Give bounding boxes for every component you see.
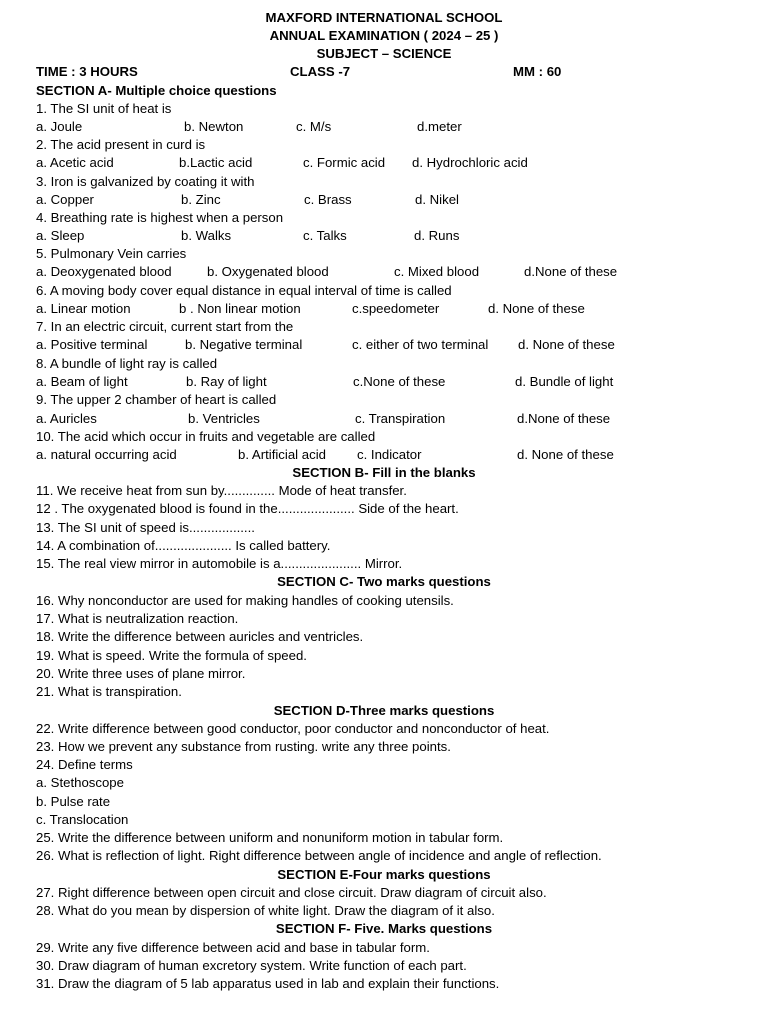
question-item: 16. Why nonconductor are used for making handles of cooking utensils. — [36, 593, 454, 608]
option-c: c. Brass — [304, 192, 352, 207]
question-8: 8. A bundle of light ray is called — [36, 356, 218, 371]
max-marks-label: MM : 60 — [513, 64, 562, 79]
option-a: a. Positive terminal — [36, 337, 148, 352]
option-c: c. Transpiration — [355, 411, 446, 426]
section-b-title: SECTION B- Fill in the blanks — [292, 465, 476, 480]
option-b: b. Walks — [181, 228, 232, 243]
option-b: b.Lactic acid — [179, 155, 253, 170]
option-d: d. None of these — [488, 301, 585, 316]
time-label: TIME : 3 HOURS — [36, 64, 138, 79]
question-item: 26. What is reflection of light. Right difference between angle of incidence and angle of reflection. — [36, 848, 602, 863]
question-3: 3. Iron is galvanized by coating it with — [36, 174, 255, 189]
option-d: d.None of these — [517, 411, 611, 426]
option-a: a. Sleep — [36, 228, 85, 243]
option-b: b. Newton — [184, 119, 244, 134]
option-c: c. either of two terminal — [352, 337, 489, 352]
section-e-title: SECTION E-Four marks questions — [277, 867, 491, 882]
option-b: b . Non linear motion — [179, 301, 301, 316]
class-label: CLASS -7 — [290, 64, 351, 79]
exam-title: ANNUAL EXAMINATION ( 2024 – 25 ) — [269, 28, 499, 43]
question-item: b. Pulse rate — [36, 794, 111, 809]
subject-title: SUBJECT – SCIENCE — [316, 46, 452, 61]
question-item: c. Translocation — [36, 812, 129, 827]
option-b: b. Zinc — [181, 192, 221, 207]
options-9 — [36, 410, 736, 428]
question-item: 19. What is speed. Write the formula of speed. — [36, 648, 307, 663]
options-8 — [36, 373, 736, 391]
question-item: 25. Write the difference between uniform and nonuniform motion in tabular form. — [36, 830, 504, 845]
option-b: b. Ventricles — [188, 411, 260, 426]
options-5 — [36, 263, 736, 281]
fill-blank-item: 12 . The oxygenated blood is found in the..................... Side of the heart. — [36, 501, 459, 516]
option-a: a. Acetic acid — [36, 155, 114, 170]
option-a: a. Copper — [36, 192, 94, 207]
options-6 — [36, 300, 736, 318]
section-f-title: SECTION F- Five. Marks questions — [275, 921, 493, 936]
fill-blank-item: 11. We receive heat from sun by.............. Mode of heat transfer. — [36, 483, 407, 498]
fill-blank-item: 14. A combination of..................... Is called battery. — [36, 538, 331, 553]
question-item: 22. Write difference between good conductor, poor conductor and nonconductor of heat. — [36, 721, 550, 736]
option-c: c. M/s — [296, 119, 332, 134]
option-d: d. Hydrochloric acid — [412, 155, 528, 170]
options-7 — [36, 336, 736, 354]
exam-info-row — [36, 63, 736, 81]
option-d: d. None of these — [517, 447, 614, 462]
school-name: MAXFORD INTERNATIONAL SCHOOL — [265, 10, 503, 25]
question-item: 23. How we prevent any substance from rusting. write any three points. — [36, 739, 451, 754]
option-a: a. Deoxygenated blood — [36, 264, 172, 279]
question-item: 30. Draw diagram of human excretory system. Write function of each part. — [36, 958, 467, 973]
option-c: c. Indicator — [357, 447, 422, 462]
options-10 — [36, 446, 736, 464]
option-c: c. Formic acid — [303, 155, 386, 170]
question-item: 18. Write the difference between auricles and ventricles. — [36, 629, 364, 644]
options-4 — [36, 227, 736, 245]
option-b: b. Oxygenated blood — [207, 264, 329, 279]
fill-blank-item: 13. The SI unit of speed is.................. — [36, 520, 255, 535]
question-item: 20. Write three uses of plane mirror. — [36, 666, 246, 681]
option-a: a. Linear motion — [36, 301, 131, 316]
question-item: 28. What do you mean by dispersion of white light. Draw the diagram of it also. — [36, 903, 495, 918]
fill-blank-item: 15. The real view mirror in automobile is a...................... Mirror. — [36, 556, 403, 571]
question-9: 9. The upper 2 chamber of heart is called — [36, 392, 277, 407]
question-6: 6. A moving body cover equal distance in equal interval of time is called — [36, 283, 452, 298]
option-b: b. Negative terminal — [185, 337, 303, 352]
option-b: b. Artificial acid — [238, 447, 326, 462]
option-d: d.None of these — [524, 264, 618, 279]
option-d: d. Bundle of light — [515, 374, 614, 389]
question-4: 4. Breathing rate is highest when a person — [36, 210, 284, 225]
question-1: 1. The SI unit of heat is — [36, 101, 172, 116]
question-item: 29. Write any five difference between acid and base in tabular form. — [36, 940, 430, 955]
option-c: c. Talks — [303, 228, 347, 243]
option-c: c.None of these — [353, 374, 446, 389]
question-10: 10. The acid which occur in fruits and vegetable are called — [36, 429, 376, 444]
options-1 — [36, 118, 736, 136]
option-a: a. Auricles — [36, 411, 97, 426]
question-2: 2. The acid present in curd is — [36, 137, 206, 152]
option-a: a. Joule — [36, 119, 83, 134]
option-c: c. Mixed blood — [394, 264, 480, 279]
question-item: 17. What is neutralization reaction. — [36, 611, 239, 626]
option-d: d. None of these — [518, 337, 615, 352]
option-a: a. Beam of light — [36, 374, 128, 389]
options-2 — [36, 154, 736, 172]
section-a-title: SECTION A- Multiple choice questions — [36, 83, 277, 98]
question-item: 27. Right difference between open circuit and close circuit. Draw diagram of circuit also. — [36, 885, 547, 900]
option-d: d. Nikel — [415, 192, 459, 207]
section-c-title: SECTION C- Two marks questions — [277, 574, 491, 589]
question-item: 24. Define terms — [36, 757, 133, 772]
section-d-title: SECTION D-Three marks questions — [273, 703, 495, 718]
question-item: a. Stethoscope — [36, 775, 124, 790]
option-d: d.meter — [417, 119, 462, 134]
question-item: 31. Draw the diagram of 5 lab apparatus used in lab and explain their functions. — [36, 976, 500, 991]
option-d: d. Runs — [414, 228, 460, 243]
option-a: a. natural occurring acid — [36, 447, 177, 462]
option-c: c.speedometer — [352, 301, 440, 316]
question-item: 21. What is transpiration. — [36, 684, 182, 699]
question-5: 5. Pulmonary Vein carries — [36, 246, 187, 261]
option-b: b. Ray of light — [186, 374, 267, 389]
options-3 — [36, 191, 736, 209]
question-7: 7. In an electric circuit, current start from the — [36, 319, 294, 334]
